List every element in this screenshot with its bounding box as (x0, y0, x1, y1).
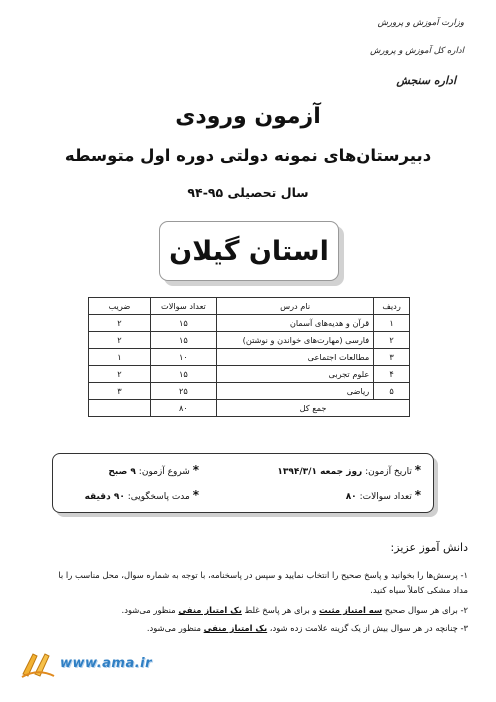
row-number: ۲ (374, 332, 410, 349)
pencil-logo-icon (20, 650, 58, 680)
exam-date-label: تاریخ آزمون: (365, 467, 412, 477)
duration-label: مدت پاسخگویی: (127, 492, 190, 502)
row-number: ۳ (374, 349, 410, 366)
coefficient: ۲ (89, 315, 151, 332)
general-office-header: اداره کل آموزش و پرورش (370, 46, 464, 56)
question-count-label: تعداد سوالات: (359, 492, 412, 502)
exam-start-line (108, 463, 199, 477)
star-bullet: * (414, 488, 421, 502)
duration-value: ۹۰ دقیقه (84, 492, 125, 502)
instruction-3 (42, 621, 468, 636)
negative-score-emphasis: یک امتیاز منفی (203, 623, 268, 633)
total-count: ۸۰ (150, 400, 216, 417)
exam-start-value: ۹ صبح (108, 467, 136, 477)
star-bullet: * (192, 463, 199, 477)
province-name: استان گیلان (169, 235, 329, 267)
department-header: اداره سنجش (396, 74, 456, 87)
exam-title: آزمون ورودی (175, 104, 321, 129)
exam-date-line (277, 463, 421, 477)
coefficient: ۱ (89, 349, 151, 366)
total-label: جمع کل (216, 400, 409, 417)
question-count: ۱۵ (150, 366, 216, 383)
site-logo (20, 650, 200, 680)
instruction-2-part: منظور می‌شود. (121, 605, 179, 615)
question-count: ۱۵ (150, 315, 216, 332)
negative-score-emphasis: یک امتیاز منفی (178, 605, 242, 615)
table-row (89, 366, 410, 383)
exam-date-value: روز جمعه ۱۳۹۴/۳/۱ (277, 467, 363, 477)
header-question-count: تعداد سوالات (150, 298, 216, 315)
positive-score-emphasis: سه امتیاز مثبت (319, 605, 383, 615)
question-count-value: ۸۰ (345, 492, 357, 502)
total-coef-empty (89, 400, 151, 417)
table-header-row (89, 298, 410, 315)
table-row (89, 332, 410, 349)
logo-text: www.ama.ir (60, 656, 153, 671)
academic-year: سال تحصیلی ۹۵-۹۴ (187, 185, 309, 200)
question-count: ۱۵ (150, 332, 216, 349)
row-number: ۱ (374, 315, 410, 332)
table-total-row (89, 400, 410, 417)
province-box (159, 221, 339, 281)
exam-subtitle: دبیرستان‌های نمونه دولتی دوره اول متوسطه (64, 146, 432, 165)
row-number: ۵ (374, 383, 410, 400)
instruction-2 (42, 603, 468, 618)
star-bullet: * (192, 488, 199, 502)
instruction-2-part: و برای هر پاسخ غلط (241, 605, 320, 615)
header-lesson-name: نام درس (216, 298, 373, 315)
instruction-3-part: منظور می‌شود. (146, 623, 204, 633)
exam-start-label: شروع آزمون: (138, 467, 190, 477)
table-row (89, 315, 410, 332)
star-bullet: * (414, 463, 421, 477)
lesson-name: فارسی (مهارت‌های خواندن و نوشتن) (216, 332, 373, 349)
coefficient: ۲ (89, 332, 151, 349)
lesson-name: علوم تجربی (216, 366, 373, 383)
row-number: ۴ (374, 366, 410, 383)
exam-info-box (52, 453, 434, 513)
duration-line (85, 488, 199, 502)
instruction-2-part: ۲- برای هر سوال صحیح (382, 605, 468, 615)
table-row (89, 383, 410, 400)
lesson-name: ریاضی (216, 383, 373, 400)
question-count: ۱۰ (150, 349, 216, 366)
student-greeting: دانش آموز عزیز: (390, 541, 468, 554)
ministry-header: وزارت آموزش و پرورش (377, 18, 464, 28)
lesson-name: قرآن و هدیه‌های آسمان (216, 315, 373, 332)
coefficient: ۳ (89, 383, 151, 400)
question-count: ۲۵ (150, 383, 216, 400)
table-row (89, 349, 410, 366)
header-row-number: ردیف (374, 298, 410, 315)
lesson-name: مطالعات اجتماعی (216, 349, 373, 366)
instruction-1: ۱- پرسش‌ها را بخوانید و پاسخ صحیح را انتخاب نمایید و سپس در پاسخنامه، با توجه به شماره سوال، محل مناسب را با مداد مشکی کاملاً سیاه کنید. (58, 570, 468, 595)
question-count-line (346, 488, 421, 502)
lessons-table (88, 297, 410, 417)
coefficient: ۲ (89, 366, 151, 383)
header-coefficient: ضریب (89, 298, 151, 315)
instruction-3-part: ۳- چنانچه در هر سوال بیش از یک گزینه علامت زده شود، (267, 623, 468, 633)
